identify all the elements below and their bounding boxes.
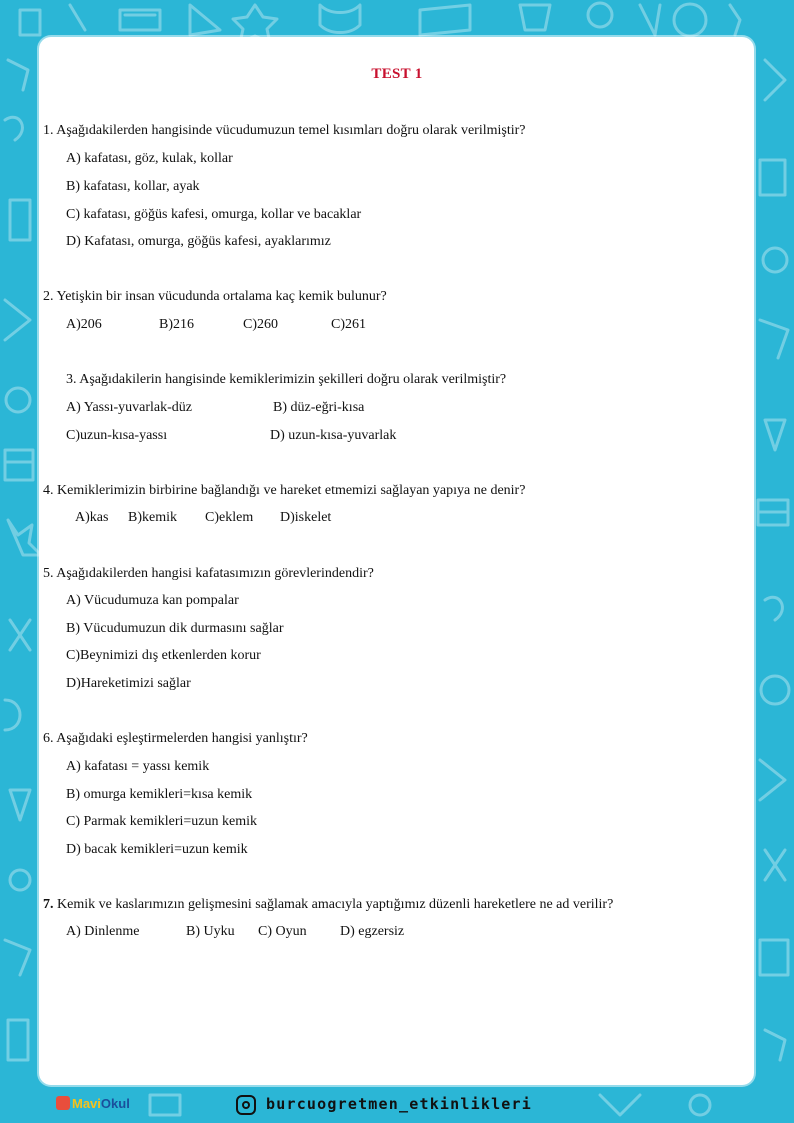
q3-option-b: B) düz-eğri-kısa	[273, 400, 365, 415]
q5-option-b: B) Vücudumuzun dik durmasını sağlar	[66, 621, 284, 636]
q2-option-b: B)216	[159, 317, 194, 332]
q7-option-d: D) egzersiz	[340, 924, 405, 939]
q2-option-d: C)261	[331, 317, 366, 332]
q4-option-b: B)kemik	[128, 510, 177, 525]
q7-option-a: A) Dinlenme	[66, 924, 140, 939]
question-4: 4. Kemiklerimizin birbirine bağlandığı ve hareket etmemizi sağlayan yapıya ne denir?	[43, 483, 526, 498]
q3-option-a: A) Yassı-yuvarlak-düz	[66, 400, 192, 415]
q2-option-a: A)206	[66, 317, 102, 332]
page-title: TEST 1	[371, 66, 423, 82]
question-7	[43, 896, 613, 914]
question-6: 6. Aşağıdaki eşleştirmelerden hangisi yanlıştır?	[43, 731, 308, 746]
q2-option-c: C)260	[243, 317, 278, 332]
question-3: 3. Aşağıdakilerin hangisinde kemiklerimizin şekilleri doğru olarak verilmiştir?	[66, 372, 507, 387]
q6-option-c: C) Parmak kemikleri=uzun kemik	[66, 814, 258, 829]
maviokul-logo	[56, 1096, 130, 1111]
q4-option-c: C)eklem	[205, 510, 254, 525]
q1-option-a: A) kafatası, göz, kulak, kollar	[66, 151, 233, 166]
q6-option-d: D) bacak kemikleri=uzun kemik	[66, 842, 248, 857]
q5-option-d: D)Hareketimizi sağlar	[66, 676, 191, 691]
q6-option-a: A) kafatası = yassı kemik	[66, 759, 210, 774]
q1-option-d: D) Kafatası, omurga, göğüs kafesi, ayaklarımız	[66, 234, 331, 249]
question-2: 2. Yetişkin bir insan vücudunda ortalama kaç kemik bulunur?	[43, 289, 387, 304]
q1-option-c: C) kafatası, göğüs kafesi, omurga, kollar ve bacaklar	[66, 207, 362, 222]
question-1: 1. Aşağıdakilerden hangisinde vücudumuzun temel kısımları doğru olarak verilmiştir?	[43, 123, 526, 138]
q7-option-c: C) Oyun	[258, 924, 307, 939]
q5-option-c: C)Beynimizi dış etkenlerden korur	[66, 648, 261, 663]
q4-option-a: A)kas	[75, 510, 109, 525]
question-7-text: Kemik ve kaslarımızın gelişmesini sağlamak amacıyla yaptığımız düzenli hareketlere ne ad verilir?	[57, 897, 614, 912]
question-5: 5. Aşağıdakilerden hangisi kafatasımızın görevlerindendir?	[43, 566, 374, 581]
logo-text-1: Mavi	[72, 1096, 101, 1111]
house-icon	[56, 1096, 70, 1110]
q5-option-a: A) Vücudumuza kan pompalar	[66, 593, 239, 608]
q1-option-b: B) kafatası, kollar, ayak	[66, 179, 200, 194]
question-7-number: 7.	[43, 897, 54, 912]
logo-text-2: Okul	[100, 1096, 130, 1111]
q7-option-b: B) Uyku	[186, 924, 235, 939]
q4-option-d: D)iskelet	[280, 510, 332, 525]
instagram-icon	[236, 1095, 256, 1115]
q3-option-c: C)uzun-kısa-yassı	[66, 428, 168, 443]
q3-option-d: D) uzun-kısa-yuvarlak	[270, 428, 397, 443]
instagram-handle: burcuogretmen_etkinlikleri	[266, 1095, 532, 1113]
q6-option-b: B) omurga kemikleri=kısa kemik	[66, 787, 253, 802]
